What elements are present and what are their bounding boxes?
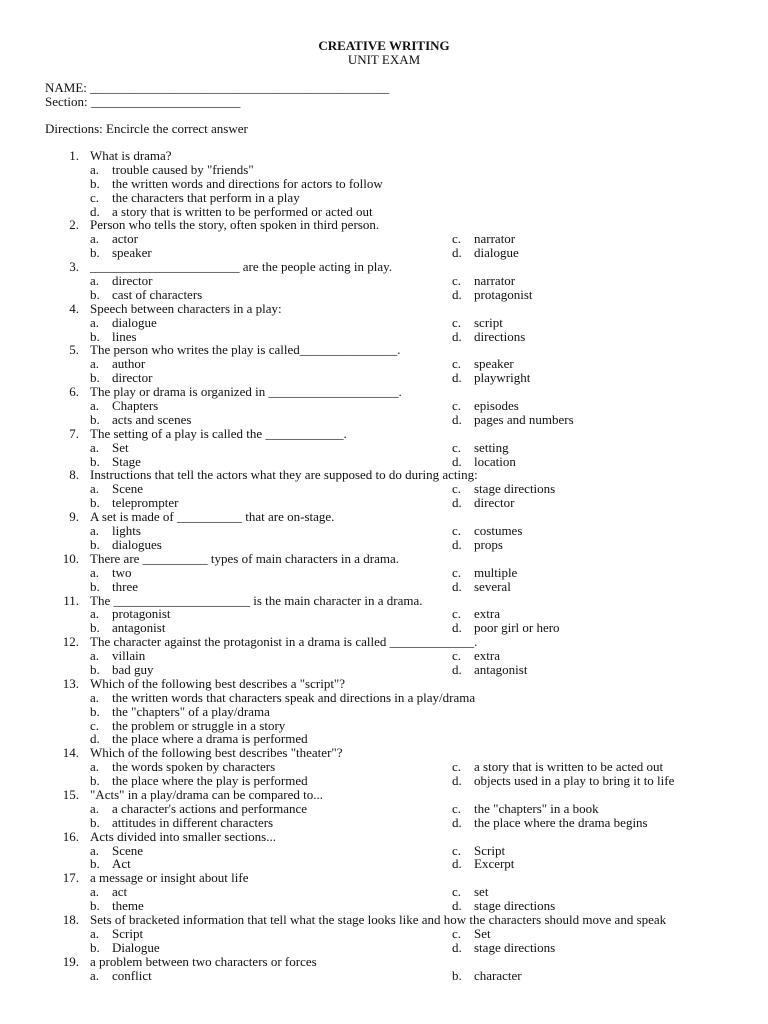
option-letter: b. (90, 536, 100, 552)
answer-option[interactable]: directions (474, 328, 526, 344)
question-14 (0, 746, 768, 760)
question-text: Person who tells the story, often spoken in third person. (90, 217, 380, 233)
question-2-option-row (0, 232, 768, 246)
answer-option[interactable]: stage directions (474, 898, 556, 914)
question-text: "Acts" in a play/drama can be compared to... (90, 786, 323, 802)
question-text: The play or drama is organized in ____________________. (90, 384, 402, 400)
answer-option[interactable]: attitudes in different characters (112, 814, 274, 830)
question-8-option-row (0, 482, 768, 496)
question-13-option-row (0, 691, 768, 705)
question-number: 2. (69, 217, 79, 233)
option-letter: a. (90, 759, 100, 775)
answer-option[interactable]: Scene (112, 481, 144, 497)
question-number: 3. (69, 259, 79, 275)
question-11-option-row (0, 621, 768, 635)
question-18-option-row (0, 927, 768, 941)
answer-option[interactable]: acts and scenes (112, 411, 192, 427)
question-list (0, 149, 768, 982)
option-letter: c. (452, 481, 462, 497)
answer-option[interactable]: the words spoken by characters (112, 759, 276, 775)
answer-option[interactable]: setting (474, 439, 509, 455)
option-letter: d. (90, 731, 100, 747)
option-letter: b. (90, 328, 100, 344)
option-letter: b. (90, 939, 100, 955)
option-letter: c. (452, 231, 462, 247)
option-letter: c. (452, 648, 462, 664)
question-number: 11. (63, 592, 79, 608)
question-15 (0, 788, 768, 802)
answer-option[interactable]: narrator (474, 273, 516, 289)
question-16-option-row (0, 844, 768, 858)
option-letter: a. (90, 842, 100, 858)
answer-option[interactable]: lights (112, 523, 141, 539)
option-letter: b. (90, 370, 100, 386)
answer-option[interactable]: villain (112, 648, 146, 664)
answer-option[interactable]: act (112, 884, 128, 900)
answer-option[interactable]: the place where a drama is performed (112, 731, 308, 747)
option-letter: a. (90, 564, 100, 580)
question-number: 16. (62, 828, 79, 844)
question-18 (0, 913, 768, 927)
answer-option[interactable]: pages and numbers (474, 411, 574, 427)
question-1 (0, 149, 768, 163)
question-8-option-row (0, 496, 768, 510)
option-letter: a. (90, 925, 100, 941)
option-letter: a. (90, 967, 100, 983)
answer-option[interactable]: teleprompter (112, 495, 179, 511)
question-10-option-row (0, 566, 768, 580)
option-letter: a. (90, 273, 100, 289)
option-letter: c. (452, 314, 462, 330)
question-9-option-row (0, 524, 768, 538)
option-letter: d. (452, 495, 462, 511)
answer-option[interactable]: the place where the play is performed (112, 773, 308, 789)
question-text: Speech between characters in a play: (90, 300, 282, 316)
question-17-option-row (0, 899, 768, 913)
question-5 (0, 343, 768, 357)
question-number: 12. (62, 634, 79, 650)
answer-option[interactable]: antagonist (112, 620, 166, 636)
answer-option[interactable]: lines (112, 328, 137, 344)
option-letter: a. (90, 606, 100, 622)
question-text: Acts divided into smaller sections... (90, 828, 276, 844)
question-11-option-row (0, 607, 768, 621)
question-text: The _____________________ is the main character in a drama. (90, 592, 423, 608)
answer-option[interactable]: a story that is written to be performed or acted out (112, 203, 373, 219)
option-letter: d. (90, 203, 100, 219)
answer-option[interactable]: the problem or struggle in a story (112, 717, 286, 733)
option-letter: d. (452, 939, 462, 955)
question-number: 19. (62, 953, 79, 969)
question-19-option-row (0, 969, 768, 983)
answer-option[interactable]: trouble caused by "friends" (112, 161, 254, 177)
question-7 (0, 427, 768, 441)
answer-option[interactable]: dialogue (474, 245, 519, 261)
question-number: 15. (62, 786, 79, 802)
answer-option[interactable]: a story that is written to be acted out (474, 759, 664, 775)
question-17 (0, 871, 768, 885)
question-15-option-row (0, 816, 768, 830)
option-letter: b. (90, 286, 100, 302)
option-letter: d. (452, 328, 462, 344)
option-letter: c. (452, 925, 462, 941)
question-text: There are __________ types of main characters in a drama. (90, 550, 399, 566)
option-letter: b. (90, 856, 100, 872)
question-5-option-row (0, 357, 768, 371)
question-number: 4. (69, 300, 79, 316)
answer-option[interactable]: protagonist (112, 606, 171, 622)
question-2-option-row (0, 246, 768, 260)
question-number: 14. (62, 745, 79, 761)
question-number: 5. (69, 342, 79, 358)
answer-option[interactable]: Script (474, 842, 506, 858)
question-3 (0, 260, 768, 274)
option-letter: b. (90, 703, 100, 719)
question-number: 18. (62, 911, 79, 927)
answer-option[interactable]: cast of characters (112, 286, 203, 302)
answer-option[interactable]: the written words and directions for actors to follow (112, 175, 383, 191)
option-letter: b. (90, 495, 100, 511)
answer-option[interactable]: narrator (474, 231, 516, 247)
option-letter: a. (90, 481, 100, 497)
answer-option[interactable]: two (112, 564, 132, 580)
question-1-option-row (0, 177, 768, 191)
question-number: 7. (69, 425, 79, 441)
question-1-option-row (0, 191, 768, 205)
option-letter: a. (90, 689, 100, 705)
question-text: The setting of a play is called the ____________. (90, 425, 347, 441)
option-letter: c. (452, 564, 462, 580)
option-letter: b. (90, 661, 100, 677)
question-18-option-row (0, 941, 768, 955)
answer-option[interactable]: extra (474, 606, 500, 622)
option-letter: b. (90, 620, 100, 636)
option-letter: d. (452, 661, 462, 677)
option-letter: a. (90, 800, 100, 816)
question-10-option-row (0, 580, 768, 594)
answer-option[interactable]: actor (112, 231, 138, 247)
question-11 (0, 594, 768, 608)
question-4-option-row (0, 316, 768, 330)
question-15-option-row (0, 802, 768, 816)
question-3-option-row (0, 274, 768, 288)
option-letter: b. (90, 898, 100, 914)
answer-option[interactable]: Act (112, 856, 131, 872)
question-text: What is drama? (90, 148, 172, 163)
answer-option[interactable]: poor girl or hero (474, 620, 560, 636)
question-number: 10. (62, 550, 79, 566)
option-letter: b. (90, 245, 100, 261)
option-letter: c. (452, 842, 462, 858)
question-7-option-row (0, 441, 768, 455)
option-letter: a. (90, 523, 100, 539)
question-13-option-row (0, 732, 768, 746)
option-letter: a. (90, 884, 100, 900)
question-text: Which of the following best describes "theater"? (90, 745, 343, 761)
question-4-option-row (0, 330, 768, 344)
question-text: A set is made of __________ that are on-stage. (90, 509, 335, 525)
answer-option[interactable]: stage directions (474, 939, 556, 955)
option-letter: d. (452, 578, 462, 594)
answer-option[interactable]: multiple (474, 564, 518, 580)
option-letter: d. (452, 411, 462, 427)
option-letter: b. (90, 175, 100, 191)
answer-option[interactable]: the characters that perform in a play (112, 189, 300, 205)
answer-option[interactable]: dialogues (112, 536, 162, 552)
answer-option[interactable]: a character's actions and performance (112, 800, 308, 816)
answer-option[interactable]: theme (112, 898, 144, 914)
question-text: Sets of bracketed information that tell what the stage looks like and how the characters should move and speak (90, 911, 667, 927)
option-letter: d. (452, 370, 462, 386)
question-16-option-row (0, 857, 768, 871)
option-letter: d. (452, 453, 462, 469)
answer-option[interactable]: costumes (474, 523, 523, 539)
answer-option[interactable]: director (112, 370, 153, 386)
exam-subtitle: UNIT EXAM (347, 52, 421, 67)
question-text: _______________________ are the people acting in play. (90, 259, 393, 275)
answer-option[interactable]: director (474, 495, 515, 511)
question-14-option-row (0, 774, 768, 788)
option-letter: a. (90, 439, 100, 455)
question-number: 8. (69, 467, 79, 483)
option-letter: b. (90, 453, 100, 469)
option-letter: a. (90, 356, 100, 372)
question-13-option-row (0, 705, 768, 719)
question-12 (0, 635, 768, 649)
option-letter: c. (452, 439, 462, 455)
answer-option[interactable]: Scene (112, 842, 144, 858)
answer-option[interactable]: several (474, 578, 511, 594)
question-8 (0, 468, 768, 482)
exam-title: CREATIVE WRITING (318, 38, 450, 53)
option-letter: d. (452, 245, 462, 261)
option-letter: c. (452, 273, 462, 289)
question-10 (0, 552, 768, 566)
question-number: 9. (69, 509, 79, 525)
option-letter: b. (90, 411, 100, 427)
answer-option[interactable]: conflict (112, 967, 152, 983)
option-letter: d. (452, 286, 462, 302)
question-6 (0, 385, 768, 399)
question-text: a message or insight about life (90, 870, 249, 886)
answer-option[interactable]: character (474, 967, 522, 983)
option-letter: c. (90, 189, 100, 205)
question-13 (0, 677, 768, 691)
question-9-option-row (0, 538, 768, 552)
answer-option[interactable]: antagonist (474, 661, 528, 677)
option-letter: c. (452, 759, 462, 775)
option-letter: a. (90, 398, 100, 414)
question-13-option-row (0, 719, 768, 733)
answer-option[interactable]: Stage (112, 453, 141, 469)
question-9 (0, 510, 768, 524)
question-19 (0, 955, 768, 969)
option-letter: d. (452, 898, 462, 914)
option-letter: c. (90, 717, 100, 733)
answer-option[interactable]: the written words that characters speak and directions in a play/drama (112, 689, 476, 705)
option-letter: b. (90, 814, 100, 830)
answer-option[interactable]: Script (112, 925, 144, 941)
question-number: 1. (69, 148, 79, 163)
option-letter: d. (452, 773, 462, 789)
directions-text: Directions: Encircle the correct answer (45, 121, 248, 136)
option-letter: c. (452, 800, 462, 816)
answer-option[interactable]: protagonist (474, 286, 533, 302)
option-letter: c. (452, 356, 462, 372)
answer-option[interactable]: dialogue (112, 314, 157, 330)
question-5-option-row (0, 371, 768, 385)
answer-option[interactable]: stage directions (474, 481, 556, 497)
answer-option[interactable]: the place where the drama begins (474, 814, 648, 830)
option-letter: c. (452, 884, 462, 900)
answer-option[interactable]: episodes (474, 398, 519, 414)
question-1-option-row (0, 205, 768, 219)
answer-option[interactable]: director (112, 273, 153, 289)
option-letter: c. (452, 398, 462, 414)
question-2 (0, 218, 768, 232)
question-12-option-row (0, 649, 768, 663)
answer-option[interactable]: Dialogue (112, 939, 160, 955)
section-field[interactable]: Section: _______________________ (45, 94, 241, 109)
answer-option[interactable]: speaker (112, 245, 152, 261)
option-letter: d. (452, 856, 462, 872)
answer-option[interactable]: Chapters (112, 398, 159, 414)
option-letter: c. (452, 523, 462, 539)
option-letter: d. (452, 814, 462, 830)
question-14-option-row (0, 760, 768, 774)
option-letter: a. (90, 161, 100, 177)
question-12-option-row (0, 663, 768, 677)
answer-option[interactable]: script (474, 314, 503, 330)
question-number: 6. (69, 384, 79, 400)
option-letter: a. (90, 231, 100, 247)
option-letter: b. (90, 578, 100, 594)
answer-option[interactable]: location (474, 453, 516, 469)
question-text: a problem between two characters or forces (90, 953, 317, 969)
question-number: 17. (62, 870, 79, 886)
question-text: The character against the protagonist in a drama is called _____________. (90, 634, 478, 650)
answer-option[interactable]: playwright (474, 370, 531, 386)
option-letter: d. (452, 620, 462, 636)
question-7-option-row (0, 455, 768, 469)
answer-option[interactable]: Set (474, 925, 491, 941)
question-16 (0, 830, 768, 844)
question-text: Instructions that tell the actors what they are supposed to do during acting: (90, 467, 478, 483)
question-3-option-row (0, 288, 768, 302)
question-17-option-row (0, 885, 768, 899)
question-text: The person who writes the play is called_______________. (90, 342, 401, 358)
answer-option[interactable]: objects used in a play to bring it to life (474, 773, 675, 789)
option-letter: d. (452, 536, 462, 552)
question-text: Which of the following best describes a "script"? (90, 675, 346, 691)
question-6-option-row (0, 413, 768, 427)
answer-option[interactable]: the "chapters" of a play/drama (112, 703, 270, 719)
answer-option[interactable]: extra (474, 648, 500, 664)
option-letter: b. (452, 967, 462, 983)
question-4 (0, 302, 768, 316)
answer-option[interactable]: bad guy (112, 661, 154, 677)
answer-option[interactable]: Excerpt (474, 856, 515, 872)
answer-option[interactable]: props (474, 536, 503, 552)
question-6-option-row (0, 399, 768, 413)
question-1-option-row (0, 163, 768, 177)
option-letter: a. (90, 314, 100, 330)
answer-option[interactable]: author (112, 356, 146, 372)
answer-option[interactable]: Set (112, 439, 129, 455)
option-letter: a. (90, 648, 100, 664)
answer-option[interactable]: set (474, 884, 489, 900)
option-letter: c. (452, 606, 462, 622)
answer-option[interactable]: the "chapters" in a book (474, 800, 599, 816)
answer-option[interactable]: three (112, 578, 138, 594)
question-number: 13. (62, 675, 79, 691)
name-field[interactable]: NAME: ______________________________________________ (45, 80, 390, 95)
answer-option[interactable]: speaker (474, 356, 514, 372)
option-letter: b. (90, 773, 100, 789)
